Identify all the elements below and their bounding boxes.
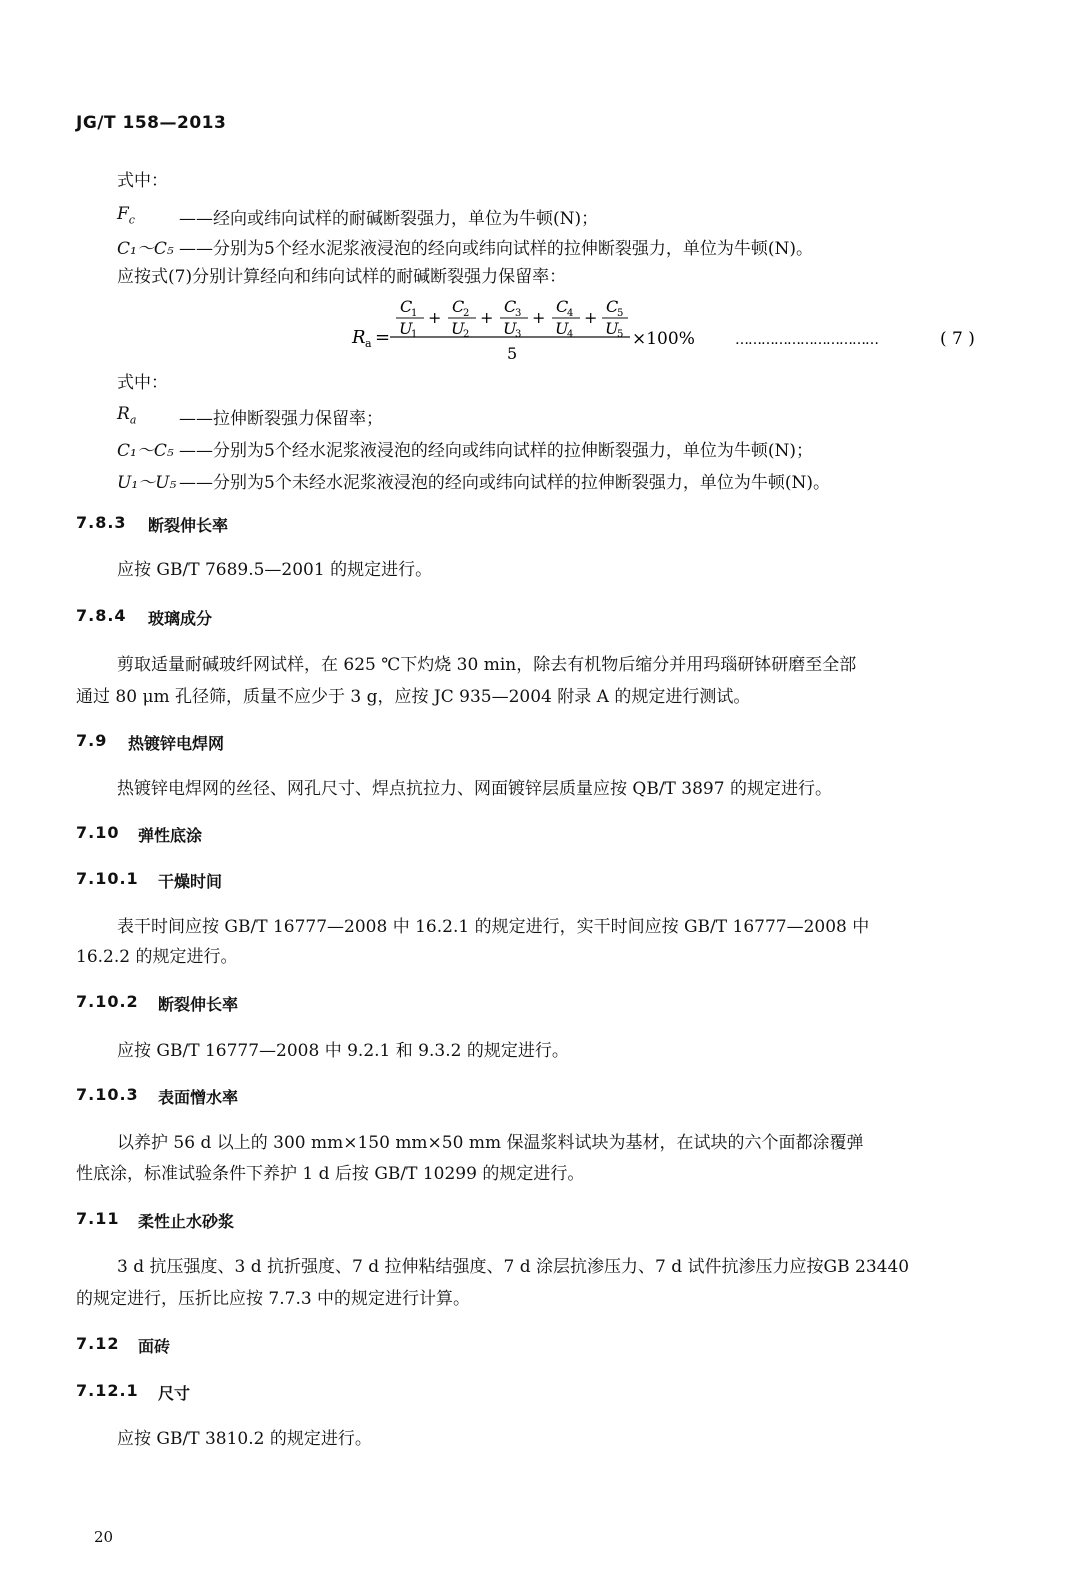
fraction-term (448, 297, 476, 340)
formula-lhs: R (352, 327, 366, 348)
section-title: 面砖 (138, 1337, 171, 1356)
paragraph-line: 的规定进行，压折比应按 7.7.3 中的规定进行计算。 (76, 1289, 471, 1309)
numerator-sub: 4 (567, 308, 574, 319)
denominator-sub: 4 (567, 329, 574, 340)
section-title: 断裂伸长率 (148, 516, 229, 535)
section-title: 热镀锌电焊网 (128, 734, 225, 753)
numerator-sub: 1 (411, 308, 418, 319)
section-number: 7.10.3 (76, 1085, 139, 1104)
numerator-sub: 3 (515, 308, 522, 319)
plus-sign: + (480, 308, 494, 327)
definition-symbol: $R_a$ (117, 404, 137, 427)
definition-text: ——拉伸断裂强力保留率； (179, 409, 383, 429)
numerator: C (504, 297, 517, 316)
section-number: 7.10.2 (76, 992, 139, 1011)
paragraph-line: 应按 GB/T 16777—2008 中 9.2.1 和 9.3.2 的规定进行。 (117, 1041, 569, 1061)
numerator: C (556, 297, 569, 316)
definition-text: ——分别为5个经水泥浆液浸泡的经向或纬向试样的拉伸断裂强力，单位为牛顿(N)。 (179, 239, 813, 259)
paragraph-line: 应按 GB/T 3810.2 的规定进行。 (117, 1429, 372, 1449)
denominator-sub: 3 (515, 329, 522, 340)
definition-symbol: C₁～C₅ (117, 239, 174, 259)
formula-equals: = (375, 327, 391, 348)
section-title: 弹性底涂 (138, 826, 203, 845)
section-number: 7.11 (76, 1209, 120, 1228)
numerator: C (452, 297, 465, 316)
formula-lhs-sub: a (365, 337, 372, 350)
denominator-sub: 5 (617, 329, 624, 340)
definition-text: ——分别为5个经水泥浆液浸泡的经向或纬向试样的拉伸断裂强力，单位为牛顿(N)； (179, 441, 813, 461)
section-number: 7.12.1 (76, 1381, 139, 1400)
numerator: C (606, 297, 619, 316)
denominator: U (503, 319, 517, 338)
section-number: 7.8.4 (76, 606, 127, 625)
definition-text: ——经向或纬向试样的耐碱断裂强力，单位为牛顿(N)； (179, 209, 599, 229)
paragraph-line: 应按 GB/T 7689.5—2001 的规定进行。 (117, 560, 433, 580)
formula-intro: 应按式(7)分别计算经向和纬向试样的耐碱断裂强力保留率： (117, 267, 567, 287)
fraction-term (552, 297, 580, 340)
definition-symbol: U₁～U₅ (117, 473, 177, 493)
definition-symbol: C₁～C₅ (117, 441, 174, 461)
numerator-sub: 2 (463, 308, 470, 319)
section-number: 7.8.3 (76, 513, 127, 532)
section-title: 尺寸 (158, 1384, 191, 1403)
fraction-term (396, 297, 424, 340)
denominator-sub: 1 (411, 329, 418, 340)
definition-text: ——分别为5个未经水泥浆液浸泡的经向或纬向试样的拉伸断裂强力，单位为牛顿(N)。 (179, 473, 830, 493)
paragraph-line: 热镀锌电焊网的丝径、网孔尺寸、焊点抗拉力、网面镀锌层质量应按 QB/T 3897 的规定进行。 (117, 779, 832, 799)
where-label: 式中： (117, 373, 168, 393)
paragraph-line: 以养护 56 d 以上的 300 mm×150 mm×50 mm 保温浆料试块为基材，在试块的六个面都涂覆弹 (117, 1133, 864, 1153)
section-number: 7.9 (76, 731, 108, 750)
page-number: 20 (94, 1528, 114, 1546)
section-title: 柔性止水砂浆 (138, 1212, 235, 1231)
paragraph-line: 3 d 抗压强度、3 d 抗折强度、7 d 拉伸粘结强度、7 d 涂层抗渗压力、7 d 试件抗渗压力应按GB 23440 (117, 1257, 910, 1277)
denominator: U (605, 319, 619, 338)
section-number: 7.12 (76, 1334, 120, 1353)
denominator: U (399, 319, 413, 338)
paragraph-line: 16.2.2 的规定进行。 (76, 947, 238, 967)
plus-sign: + (532, 308, 546, 327)
section-number: 7.10.1 (76, 869, 139, 888)
section-title: 表面憎水率 (158, 1088, 239, 1107)
where-label: 式中： (117, 171, 168, 191)
fraction-term (500, 297, 528, 340)
formula-7 (350, 292, 1010, 364)
plus-sign: + (428, 308, 442, 327)
equation-number: ( 7 ) (940, 329, 975, 349)
paragraph-line: 通过 80 μm 孔径筛，质量不应少于 3 g，应按 JC 935—2004 附录 A 的规定进行测试。 (76, 687, 751, 707)
section-title: 断裂伸长率 (158, 995, 239, 1014)
leader-dots: …………………………… (735, 332, 878, 348)
paragraph-line: 性底涂，标准试验条件下养护 1 d 后按 GB/T 10299 的规定进行。 (76, 1164, 585, 1184)
denominator: U (451, 319, 465, 338)
fraction-term (602, 297, 628, 340)
standard-code-header: JG/T 158—2013 (76, 113, 227, 133)
paragraph-line: 表干时间应按 GB/T 16777—2008 中 16.2.1 的规定进行，实干时间应按 GB/T 16777—2008 中 (117, 917, 870, 937)
divisor: 5 (507, 344, 518, 363)
definition-symbol: $F_c$ (117, 204, 135, 227)
numerator: C (400, 297, 413, 316)
numerator-sub: 5 (617, 308, 624, 319)
section-title: 干燥时间 (158, 872, 223, 891)
formula-svg (350, 292, 1010, 364)
section-number: 7.10 (76, 823, 120, 842)
denominator: U (555, 319, 569, 338)
plus-sign: + (584, 308, 598, 327)
times-percent: ×100% (632, 329, 695, 349)
paragraph-line: 剪取适量耐碱玻纤网试样，在 625 ℃下灼烧 30 min，除去有机物后缩分并用玛瑙研钵研磨至全部 (117, 655, 857, 675)
denominator-sub: 2 (463, 329, 470, 340)
section-title: 玻璃成分 (148, 609, 213, 628)
